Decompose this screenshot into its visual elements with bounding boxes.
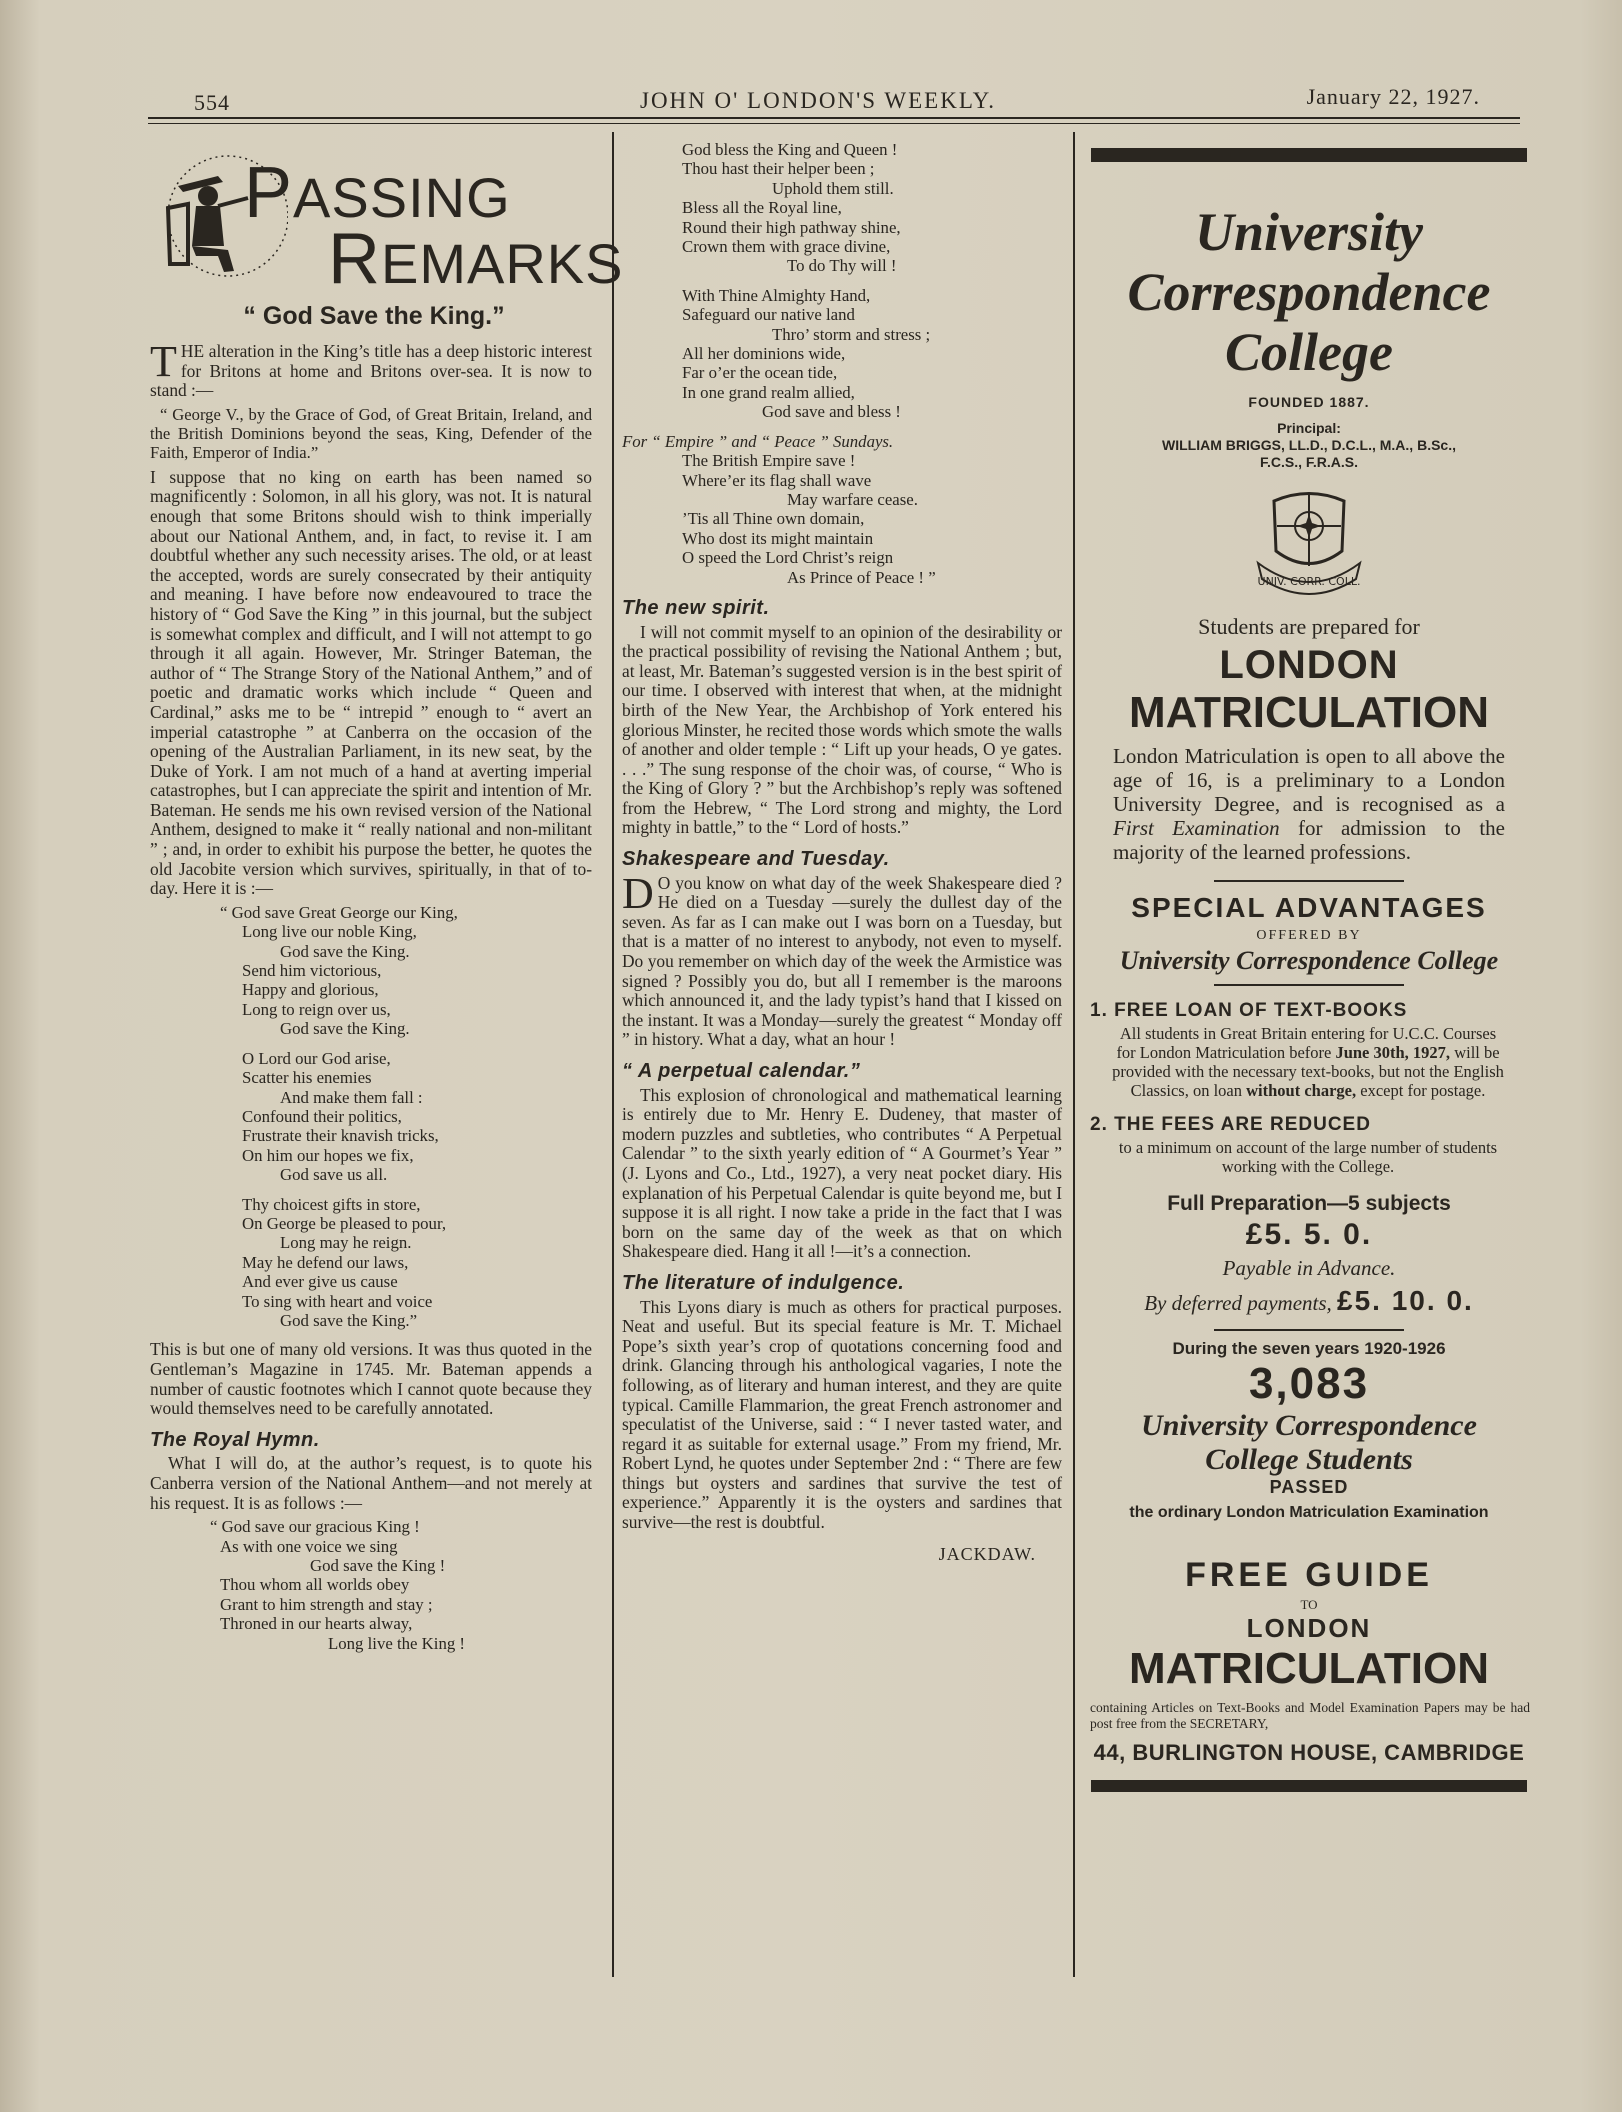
royal-title-quote: “ George V., by the Grace of God, of Great Britain, Ireland, and the British Dominions beyond the seas, King, Defender of the Faith, Emperor of India.” — [150, 404, 592, 462]
ad-during-years: During the seven years 1920-1926 — [1172, 1339, 1446, 1358]
section-heading: Shakespeare and Tuesday. — [622, 848, 890, 871]
publication-title: JOHN O' LONDON'S WEEKLY. — [640, 88, 996, 113]
ad-college-name: University Correspondence College — [1127, 202, 1491, 382]
college-crest-icon — [1244, 481, 1374, 601]
passing-remarks-masthead — [148, 146, 624, 299]
page-number: 554 — [194, 90, 230, 115]
ad-price-advance: £5. 5. 0. — [1245, 1218, 1373, 1251]
ad-special-advantages: SPECIAL ADVANTAGES — [1131, 892, 1487, 923]
verse-canberra-2: God bless the King and Queen ! Thou hast their helper been ; Uphold them still. Bless all the Royal line, Round their high pathway shine, Crown them with grace divine, To do Thy will ! — [682, 140, 901, 276]
verse-canberra-4: The British Empire save ! Where’er its flag shall wave May warfare cease. ’Tis all Thine own domain, Who dost its might maintain O speed the Lord Christ’s reign As Prince of Peace ! ” — [682, 451, 936, 587]
issue-date: January 22, 1927. — [1306, 84, 1480, 109]
verse-jacobite-1: “ God save Great George our King, Long live our noble King, God save the King. Send him victorious, Happy and glorious, Long to reign over us, God save the King. — [220, 902, 458, 1039]
paragraph: I suppose that no king on earth has been named so magnificently : Solomon, in all his glory, was not. It is natural enough that some Britons should wish to think imperially about our National Anthem, and, in fact, to revise it. I am doubtful whether any such necessity arises. The old, or at least the accepted, words are surely consecrated by their antiquity and meaning. I have before now endeavoured to trace the history of “ God Save the King ” in this journal, but the subject is somewhat complex and difficult, and I will not attempt to go through it all again. However, Mr. Stringer Bateman, the author of “ The Strange Story of the National Anthem,” and of poetic and dramatic works which include “ Queen and Cardinal,” asks me to be “ intrepid ” enough to “ avert an imperial catastrophe ” at Canberra on the occasion of the opening of the Australian Parliament, in its new seat, by the Duke of York. I am not much of a hand at averting imperial catastrophes, but I can appreciate the spirit and intention of Mr. Bateman. He sends me his own revised version of the National Anthem, designed to make it “ really national and non-militant ” ; and, in order to exhibit his purpose the better, he quotes the old Jacobite version which survives, spiritually, in that of to-day. Here it is :— — [150, 466, 592, 899]
running-head — [150, 82, 1520, 118]
ad-deferred-payments: By deferred payments, £5. 10. 0. — [1144, 1285, 1474, 1316]
ad-principal: Principal: WILLIAM BRIGGS, LL.D., D.C.L., M.A., B.Sc., F.C.S., F.R.A.S. — [1162, 420, 1456, 470]
ad-founded: FOUNDED 1887. — [1248, 394, 1370, 410]
column-divider — [1073, 132, 1075, 1977]
masthead-passing: PASSING — [244, 153, 511, 233]
ad-to: TO — [1300, 1597, 1318, 1612]
article-column-middle — [622, 140, 1062, 1564]
ad-london: LONDON — [1219, 643, 1399, 687]
ad-item-2-heading: 2. THE FEES ARE REDUCED — [1090, 1114, 1371, 1135]
ad-free-guide: FREE GUIDE — [1185, 1556, 1433, 1594]
ad-payable-advance: Payable in Advance. — [1222, 1256, 1396, 1280]
paragraph: D O you know on what day of the week Shakespeare died ? He died on a Tuesday —surely the dullest day of the seven. As far as I can make out I was born on a Tuesday, but that is a matter of no interest to anybody, not even to myself. Do you remember on which day of the week the Armistice was signed ? Possibly you do, but all I remember is the maroons which announced it, and the lady typist’s hand that I kissed on the instant. It was a Monday—surely the greatest “ Monday off ” in history. What a day, what an hour ! — [622, 868, 1062, 1050]
ad-top-bar — [1091, 148, 1527, 162]
masthead-remarks: REMARKS — [328, 219, 624, 299]
verse-canberra-1: “ God save our gracious King ! As with one voice we sing God save the King ! Thou whom all worlds obey Grant to him strength and stay ; Throned in our hearts alway, Long live the King ! — [210, 1517, 466, 1653]
ad-students-prepared: Students are prepared for — [1198, 614, 1420, 639]
column-divider — [612, 132, 614, 1977]
header-rule — [148, 117, 1520, 119]
paragraph: What I will do, at the author’s request, is to quote his Canberra version of the National Anthem—and not merely at his request. It is as follows :— — [150, 1453, 592, 1513]
ad-full-preparation: Full Preparation—5 subjects — [1167, 1192, 1451, 1215]
ad-divider — [1214, 1329, 1404, 1331]
section-heading: The new spirit. — [622, 596, 770, 619]
paragraph: THE alteration in the King’s title has a deep historic interest for Britons at home and Britons over-sea. It is now to stand :— — [150, 337, 592, 401]
ad-passed: PASSED — [1269, 1477, 1349, 1497]
ad-item-1-heading: 1. FREE LOAN OF TEXT-BOOKS — [1090, 1000, 1408, 1021]
verse-jacobite-2: O Lord our God arise, Scatter his enemies And make them fall : Confound their politics, Frustrate their knavish tricks, On him our hopes we fix, God save us all. — [242, 1048, 439, 1185]
author-signature: JACKDAW. — [938, 1543, 1036, 1564]
paragraph: This Lyons diary is much as others for practical purposes. Neat and useful. But its special feature is Mr. T. Michael Pope’s sixth year’s crop of quotations concerning food and drink. Glancing through his anthological vagaries, I note the following, as of literary and human interest, and they are quite typical. Camille Flammarion, the great French astronomer and speculatist of the Universe, said : “ I never tasted water, and regard it as suitable for external usage.” From my friend, Mr. Robert Lynd, he quotes under September 2nd : “ There are few things but oysters and sardines that survive the test of experience.” Apparently it is the oysters and sardines that survive—the rest is doubtful. — [622, 1296, 1062, 1533]
ad-london-2: LONDON — [1246, 1613, 1372, 1643]
svg-text:UNIV. CORR. COLL.: UNIV. CORR. COLL. — [1257, 575, 1361, 588]
paragraph: I will not commit myself to an opinion of the desirability or the practical possibility of revising the National Anthem ; but, at least, Mr. Bateman’s suggested version is in the best spirit of our time. I observed with interest that when, at the midnight birth of the New Year, the Archbishop of York entered his glorious Minster, he recited those words which smote the walls of another and older temple : “ Lift up your heads, O ye gates. . . .” The sung response of the choir was, of course, “ Who is the King of Glory ? ” but the Archbishop’s reply was softened from the Hebrew, “ The Lord strong and mighty, the Lord mighty in battle,” to the “ Lord of hosts.” — [622, 621, 1062, 838]
section-heading: “ A perpetual calendar.” — [622, 1060, 861, 1082]
verse-canberra-3: With Thine Almighty Hand, Safeguard our native land Thro’ storm and stress ; All her dominions wide, Far o’er the ocean tide, In one grand realm allied, God save and bless ! — [682, 285, 931, 422]
article-column-left — [150, 337, 592, 1653]
verse-intro: For “ Empire ” and “ Peace ” Sundays. — [622, 431, 894, 451]
ad-ucc-name: University Correspondence College — [1119, 946, 1499, 975]
header-rule-thin — [148, 123, 1520, 124]
ad-matric-description: London Matriculation is open to all above the age of 16, is a preliminary to a London University Degree, and is recognised as a First Examination for admission to the majority of the learned professions. — [1113, 744, 1505, 864]
section-heading: The literature of indulgence. — [622, 1271, 905, 1294]
ad-guide-details: containing Articles on Text-Books and Model Examination Papers may be had post free from the SECRETARY, — [1090, 1700, 1530, 1731]
ad-ordinary-exam: the ordinary London Matriculation Examination — [1129, 1504, 1489, 1521]
paragraph: This is but one of many old versions. It was thus quoted in the Gentleman’s Magazine in 1745. Mr. Bateman appends a number of caustic footnotes which I cannot quote because they would themselves need to be carefully annotated. — [150, 1339, 592, 1419]
college-advertisement — [1090, 148, 1528, 1988]
ad-bottom-bar — [1091, 1780, 1527, 1792]
ad-item-2-text: to a minimum on account of the large number of students working with the College. — [1118, 1138, 1498, 1176]
ad-address: 44, BURLINGTON HOUSE, CAMBRIDGE — [1093, 1740, 1525, 1765]
section-heading: The Royal Hymn. — [150, 1428, 320, 1451]
ad-divider — [1214, 880, 1404, 882]
article-title: “ God Save the King.” — [243, 302, 505, 330]
ad-item-1-text: All students in Great Britain entering for U.C.C. Courses for London Matriculation before June 30th, 1927, will be provided with the necessary text-books, but not the English Classics, on loan without charge, except for postage. — [1112, 1024, 1504, 1100]
verse-jacobite-3: Thy choicest gifts in store, On George be pleased to pour, Long may he reign. May he defend our laws, And ever give us cause To sing with heart and voice God save the King.” — [242, 1194, 447, 1330]
ad-offered-by: OFFERED BY — [1256, 928, 1362, 943]
ad-matriculation-2: MATRICULATION — [1128, 1644, 1490, 1693]
ad-matriculation: MATRICULATION — [1128, 688, 1490, 737]
ad-students-count: 3,083 — [1248, 1359, 1370, 1408]
paragraph: This explosion of chronological and mathematical learning is entirely due to Mr. Henry E. Dudeney, that master of modern puzzles and subtleties, who contributes “ A Perpetual Calendar ” to the sixth yearly edition of “ A Gourmet’s Year ” (J. Lyons and Co., Ltd., 1927), a very neat pocket diary. His explanation of his Perpetual Calendar is quite beyond me, but I suppose it is all right. I now take a pride in the fact that I was born on the same day of the week as that on which Shakespeare died. Hang it all !—it’s a connection. — [622, 1084, 1062, 1262]
ad-divider — [1214, 984, 1404, 986]
ad-ucc-students: University Correspondence College Students — [1141, 1409, 1477, 1476]
